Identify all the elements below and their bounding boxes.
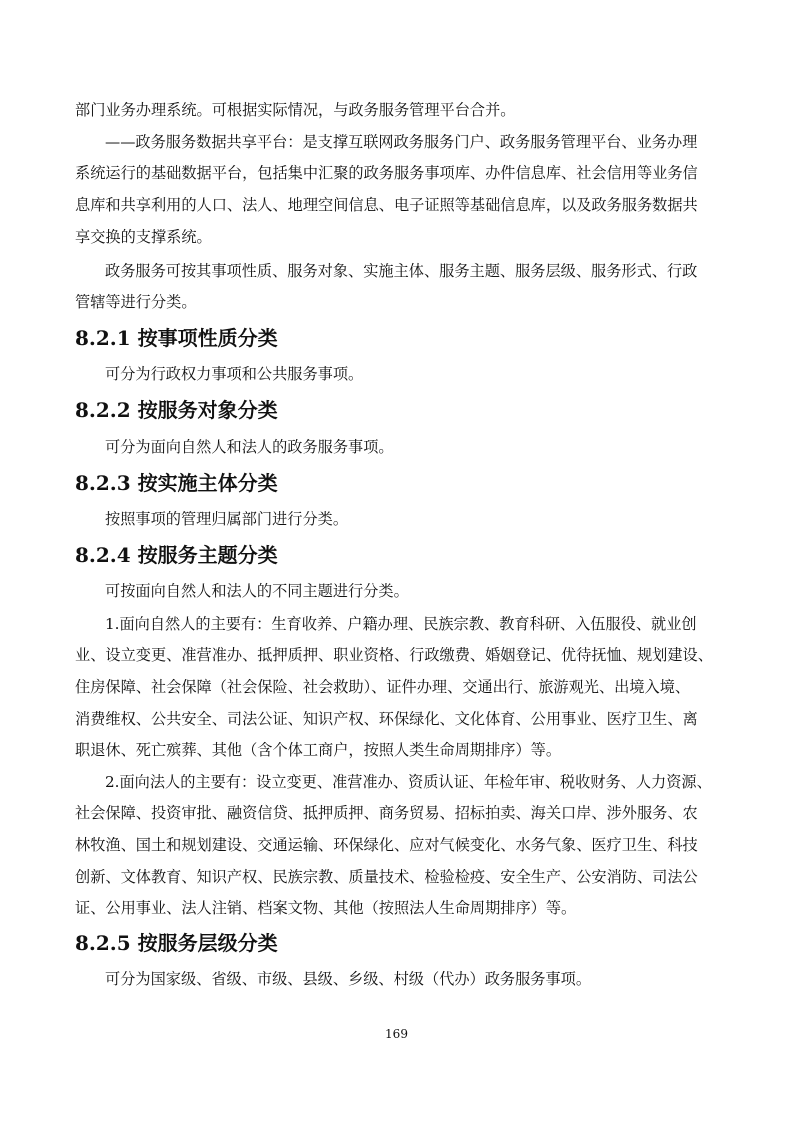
paragraph-line: 可分为面向自然人和法人的政务服务事项。 [105, 438, 394, 456]
section-heading: 8.2.3 按实施主体分类 [75, 471, 278, 495]
section-heading: 8.2.1 按事项性质分类 [75, 326, 278, 350]
paragraph-line: 系统运行的基础数据平台，包括集中汇聚的政务服务事项库、办件信息库、社会信用等业务信 [75, 164, 698, 182]
list-item-line: 创新、文体教育、知识产权、民族宗教、质量技术、检验检疫、安全生产、公安消防、司法公 [75, 868, 698, 886]
paragraph-line: 享交换的支撑系统。 [75, 228, 212, 246]
list-item-line: 消费维权、公共安全、司法公证、知识产权、环保绿化、文化体育、公用事业、医疗卫生、离 [75, 710, 698, 728]
list-item-line: 社会保障、投资审批、融资信贷、抵押质押、商务贸易、招标拍卖、海关口岸、涉外服务、农 [75, 804, 698, 822]
list-item-line: 证、公用事业、法人注销、档案文物、其他（按照法人生命周期排序）等。 [75, 899, 577, 917]
list-item-line: 住房保障、社会保障（社会保险、社会救助）、证件办理、交通出行、旅游观光、出境入境、 [75, 678, 691, 696]
list-item-line: 2.面向法人的主要有：设立变更、准营准办、资质认证、年检年审、税收财务、人力资源、 [105, 773, 712, 791]
section-heading: 8.2.2 按服务对象分类 [75, 398, 278, 422]
paragraph-line: 可分为国家级、省级、市级、县级、乡级、村级（代办）政务服务事项。 [105, 970, 591, 988]
paragraph-line: 管辖等进行分类。 [75, 293, 197, 311]
paragraph-line: 可分为行政权力事项和公共服务事项。 [105, 365, 364, 383]
section-heading: 8.2.4 按服务主题分类 [75, 543, 278, 567]
list-item-line: 林牧渔、国土和规划建设、交通运输、环保绿化、应对气候变化、水务气象、医疗卫生、科技 [75, 836, 698, 854]
list-item-line: 业、设立变更、准营准办、抵押质押、职业资格、行政缴费、婚姻登记、优待抚恤、规划建设、 [75, 646, 713, 664]
section-heading: 8.2.5 按服务层级分类 [75, 931, 278, 955]
paragraph-line: 部门业务办理系统。可根据实际情况，与政务服务管理平台合并。 [75, 101, 516, 119]
paragraph-line: 息库和共享利用的人口、法人、地理空间信息、电子证照等基础信息库，以及政务服务数据共 [75, 196, 698, 214]
list-item-line: 1.面向自然人的主要有：生育收养、户籍办理、民族宗教、教育科研、入伍服役、就业创 [105, 615, 697, 633]
list-item-line: 职退休、死亡殡葬、其他（含个体工商户，按照人类生命周期排序）等。 [75, 741, 561, 759]
paragraph-line: 可按面向自然人和法人的不同主题进行分类。 [105, 582, 409, 600]
paragraph-line: 政务服务可按其事项性质、服务对象、实施主体、服务主题、服务层级、服务形式、行政 [105, 262, 698, 280]
page-number: 169 [385, 1027, 408, 1041]
paragraph-line: 按照事项的管理归属部门进行分类。 [105, 510, 348, 528]
paragraph-line: ——政务服务数据共享平台：是支撑互联网政务服务门户、政务服务管理平台、业务办理 [105, 133, 698, 151]
